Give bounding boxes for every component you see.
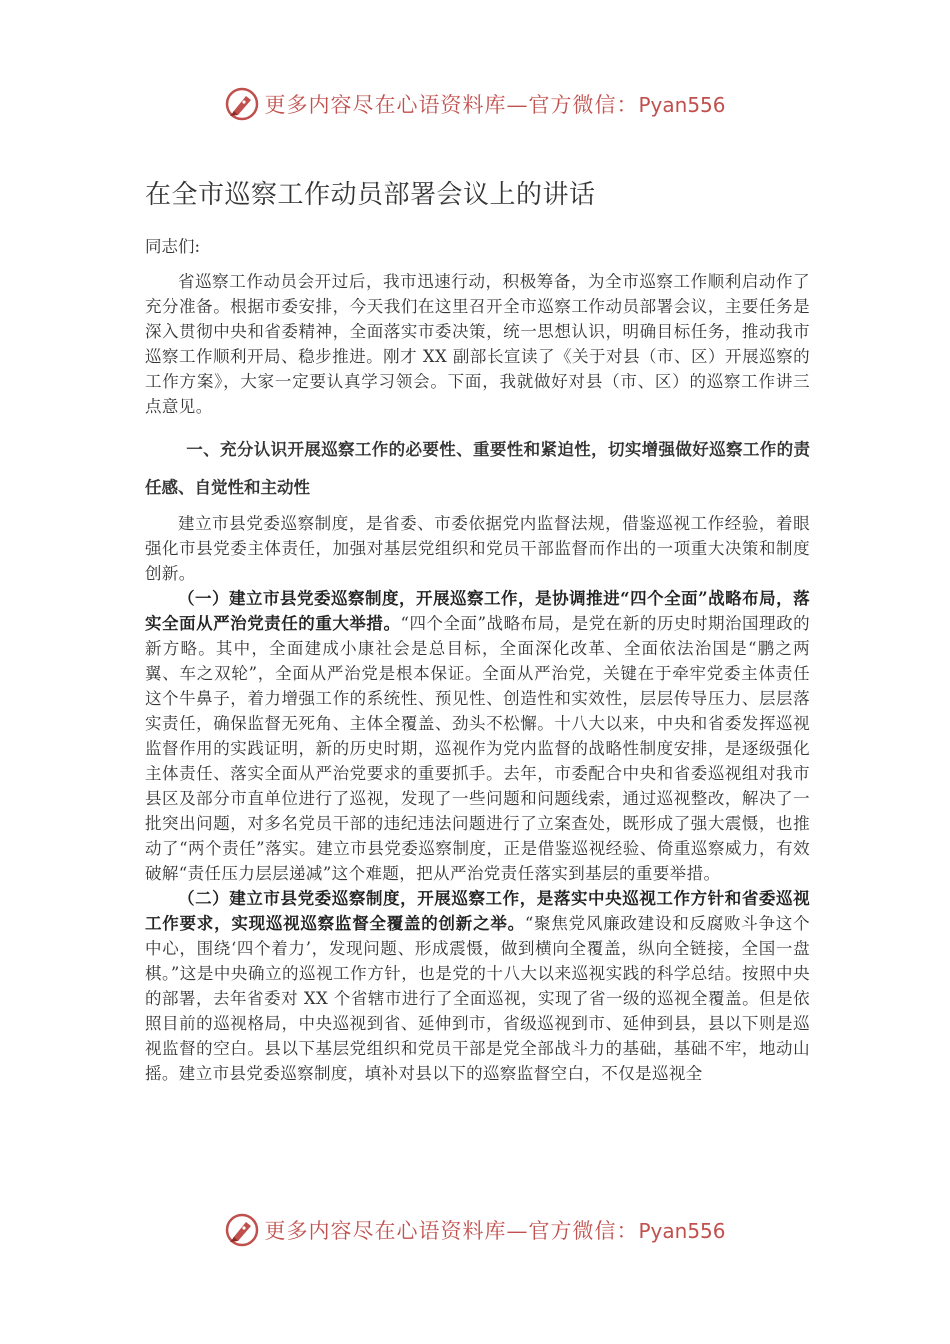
header-banner	[0, 84, 950, 124]
banner-text: 更多内容尽在心语资料库—官方微信：Pyan556	[264, 1219, 726, 1243]
section-1-paragraph: 建立市县党委巡察制度，是省委、市委依据党内监督法规，借鉴巡视工作经验，着眼强化市县党委主体责任，加强对基层党组织和党员干部监督而作出的一项重大决策和制度创新。	[145, 514, 810, 583]
intro-paragraph: 省巡察工作动员会开过后，我市迅速行动，积极筹备，为全市巡察工作顺利启动作了充分准备。根据市委安排，今天我们在这里召开全市巡察工作动员部署会议，主要任务是深入贯彻中央和省委精神，全面落实市委决策，统一思想认识，明确目标任务，推动我市巡察工作顺利开局、稳步推进。刚才 XX 副部长宣读了《关于对县（市、区）开展巡察的工作方案》，大家一定要认真学习领会。下面，我就做好对县（市、区）的巡察工作讲三点意见。	[145, 272, 810, 416]
subsection-2-text: “聚焦党风廉政建设和反腐败斗争这个中心，围绕‘四个着力’，发现问题、形成震慑，做到横向全覆盖，纵向全链接，全国一盘棋。”这是中央确立的巡视工作方针，也是党的十八大以来巡视实践的科学总结。按照中央的部署，去年省委对 XX 个省辖市进行了全面巡视，实现了省一级的巡视全覆盖。但是依照目前的巡视格局，中央巡视到省、延伸到市，省级巡视到市、延伸到县，县以下则是巡视监督的空白。县以下基层党组织和党员干部是党全部战斗力的基础，基础不牢，地动山摇。建立市县党委巡察制度，填补对县以下的巡察监督空白，不仅是巡视全	[145, 914, 810, 1083]
subsection-2-lead: （二）建立市县党委巡察制度，开展巡察工作，是落实中央巡视工作方针和省委巡视工作要求，实现巡视巡察监督全覆盖的创新之举。	[145, 889, 810, 933]
footer-banner	[0, 1210, 950, 1250]
pen-nib-logo-icon	[224, 1212, 260, 1248]
subsection-1-paragraph	[145, 586, 810, 886]
subsection-2-paragraph	[145, 886, 810, 1086]
banner-text: 更多内容尽在心语资料库—官方微信：Pyan556	[264, 93, 726, 117]
document-title: 在全市巡察工作动员部署会议上的讲话	[145, 180, 596, 210]
section-1-heading: 一、充分认识开展巡察工作的必要性、重要性和紧迫性，切实增强做好巡察工作的责任感、自觉性和主动性	[145, 440, 810, 497]
banner-wechat-id: Pyan556	[638, 1219, 726, 1243]
subsection-1-text: “四个全面”战略布局，是党在新的历史时期治国理政的新方略。其中，全面建成小康社会是总目标，全面深化改革、全面依法治国是“鹏之两翼、车之双轮”，全面从严治党是根本保证。全面从严治党，关键在于牵牢党委主体责任这个牛鼻子，着力增强工作的系统性、预见性、创造性和实效性，层层传导压力、层层落实责任，确保监督无死角、主体全覆盖、劲头不松懈。十八大以来，中央和省委发挥巡视监督作用的实践证明，新的历史时期，巡视作为党内监督的战略性制度安排，是逐级强化主体责任、落实全面从严治党要求的重要抓手。去年，市委配合中央和省委巡视组对我市县区及部分市直单位进行了巡视，发现了一些问题和问题线索，通过巡视整改，解决了一批突出问题，对多名党员干部的违纪违法问题进行了立案查处，既形成了强大震慑，也推动了“两个责任”落实。建立市县党委巡察制度，正是借鉴巡视经验、倚重巡察威力，有效破解“责任压力层层递减”这个难题，把从严治党责任落实到基层的重要举措。	[145, 614, 811, 883]
banner-wechat-id: Pyan556	[638, 93, 726, 117]
subsection-1-lead: （一）建立市县党委巡察制度，开展巡察工作，是协调推进“四个全面”战略布局，落实全面从严治党责任的重大举措。	[145, 589, 810, 633]
document-body	[145, 170, 810, 1086]
pen-nib-logo-icon	[224, 86, 260, 122]
greeting: 同志们:	[145, 237, 201, 256]
